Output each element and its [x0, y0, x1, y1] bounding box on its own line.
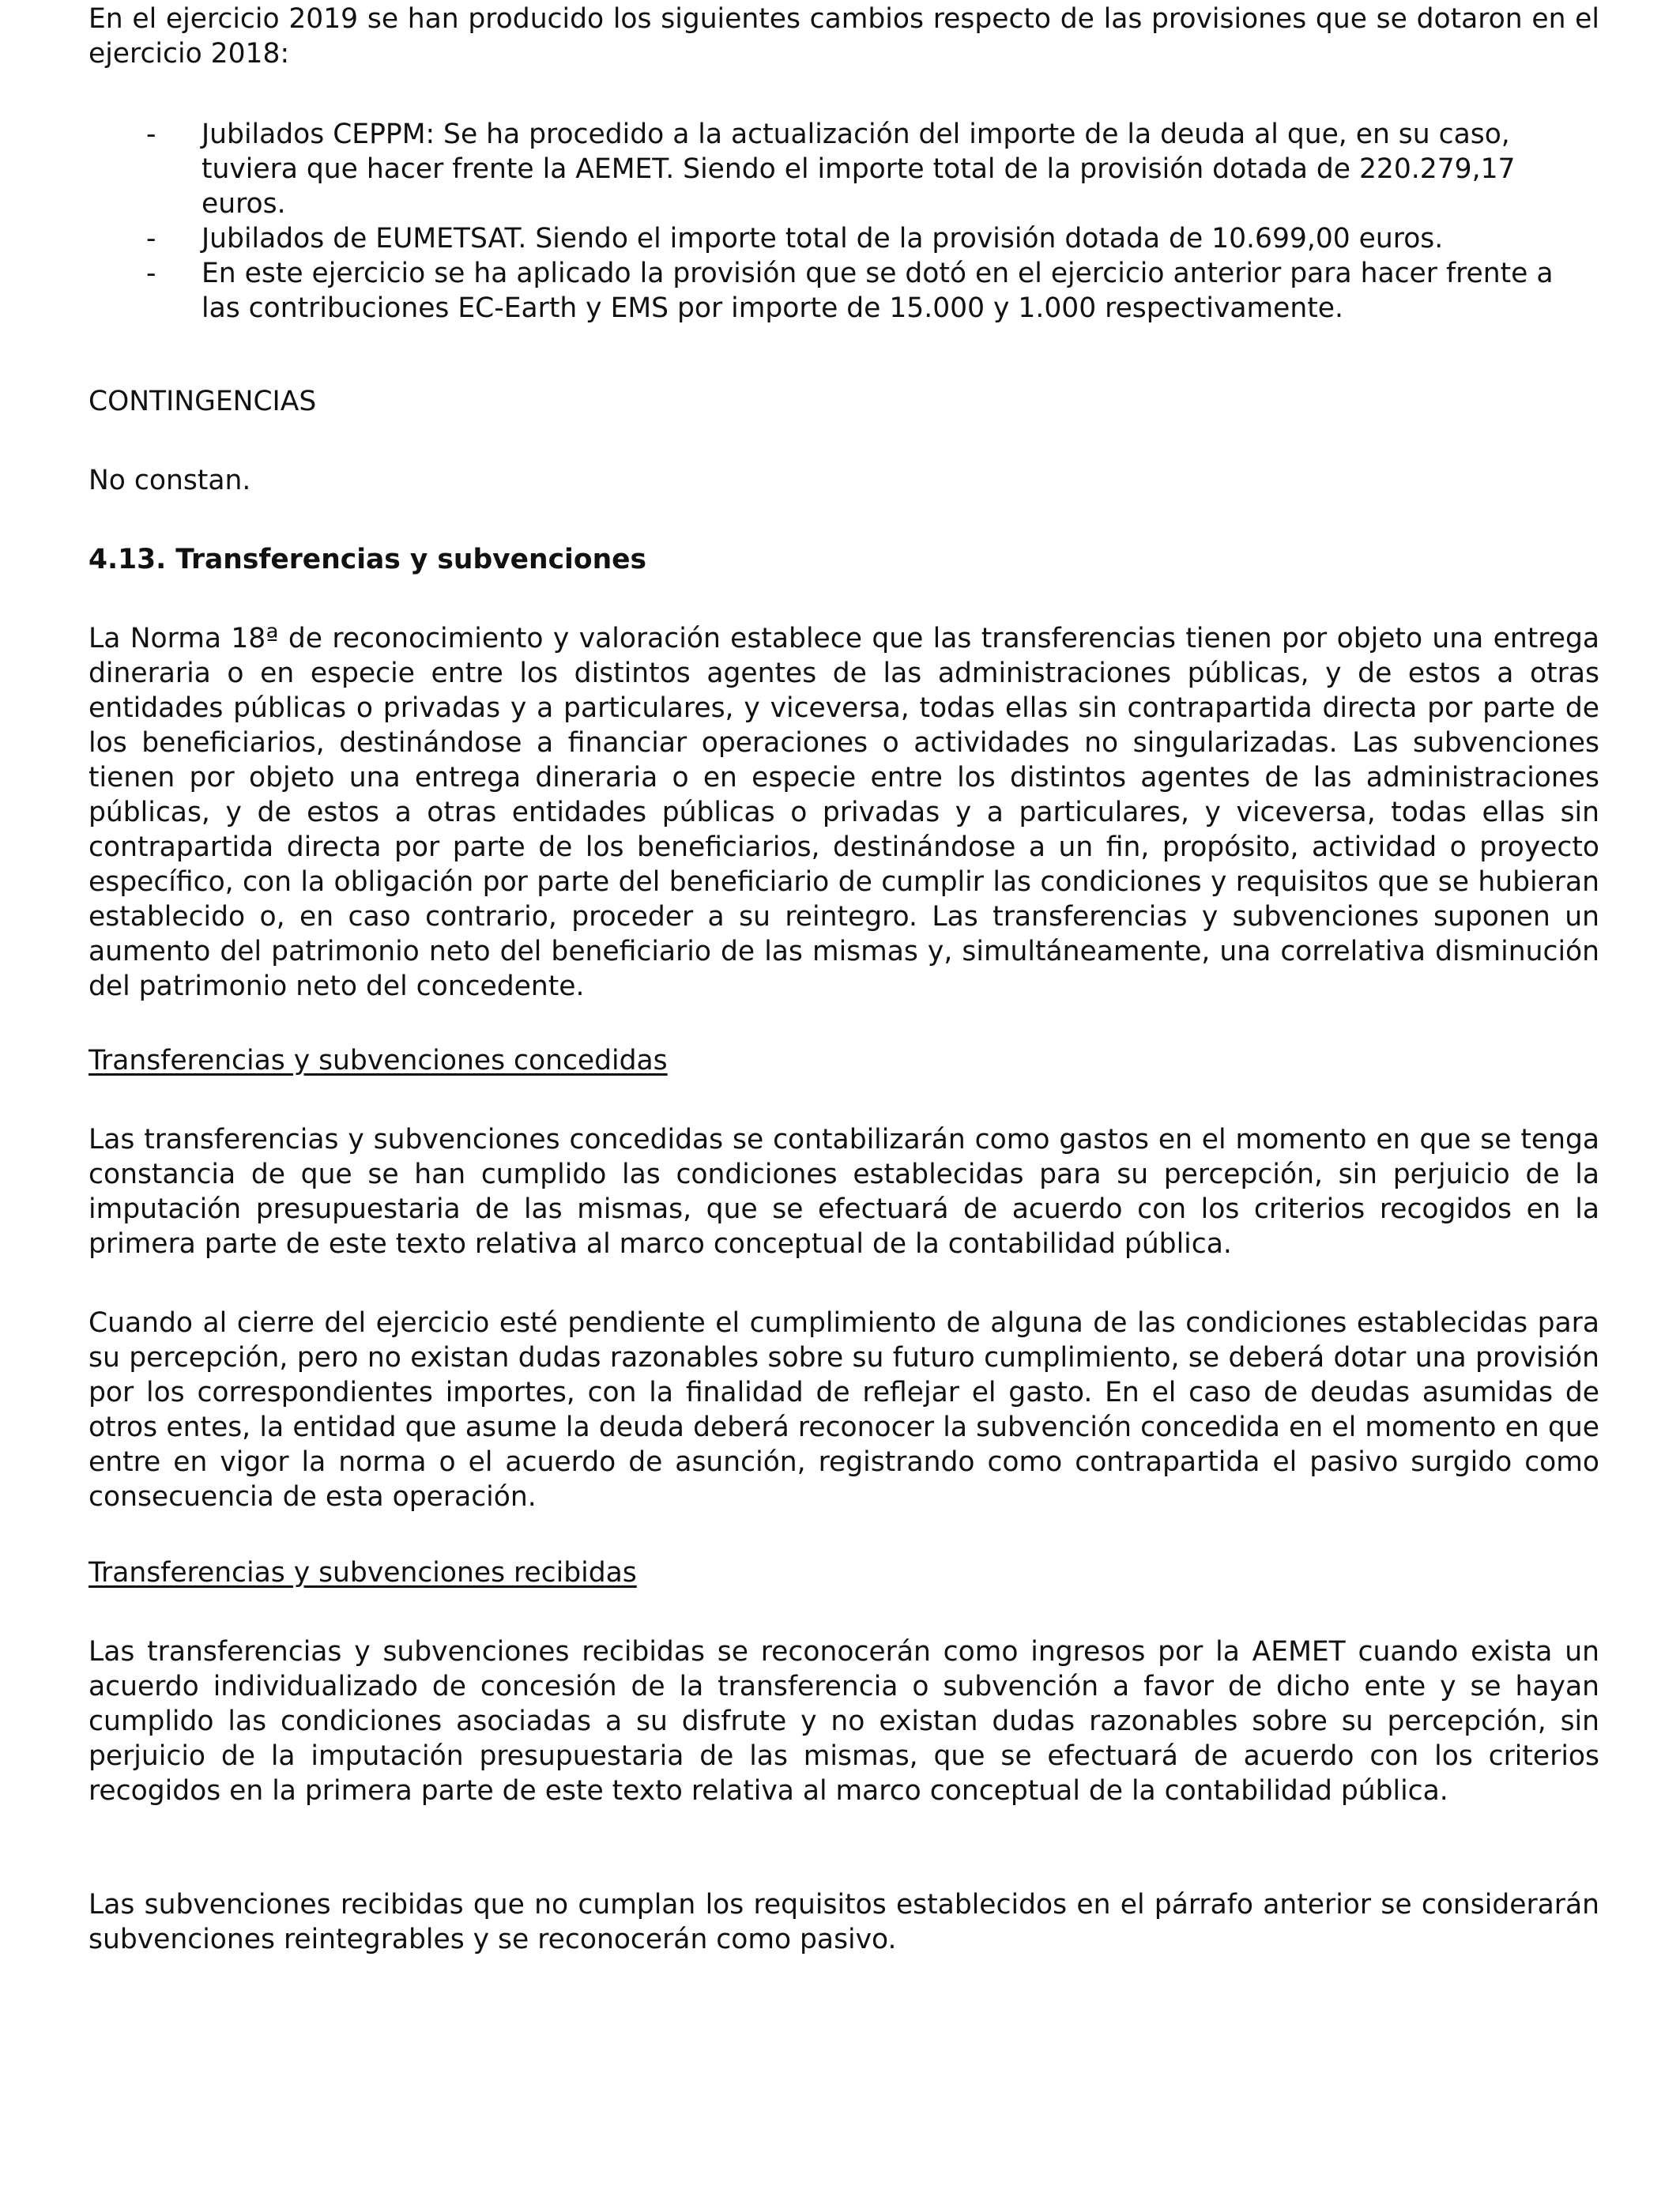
concedidas-paragraph-2: Cuando al cierre del ejercicio esté pendiente el cumplimiento de alguna de las condiciones establecidas para su percepción, pero no existan dudas razonables sobre su futuro cumplimiento, se deberá dotar una provisión por los correspondientes importes, con la finalidad de reflejar el gasto. En el caso de deudas asumidas de otros entes, la entidad que asume la deuda deberá reconocer la subvención concedida en el momento en que entre en vigor la norma o el acuerdo de asunción, registrando como contrapartida el pasivo surgido como consecuencia de esta operación. [89, 1307, 1599, 1513]
contingencias-text: No constan. [89, 465, 251, 496]
section-paragraph-block [89, 621, 1599, 1004]
concedidas-p1-block [89, 1122, 1599, 1261]
concedidas-paragraph-1: Las transferencias y subvenciones concedidas se contabilizarán como gastos en el momento en que se tenga constancia de que se han cumplido las condiciones establecidas para su percepción, sin perjuicio de la imputación presupuestaria de las mismas, que se efectuará de acuerdo con los criterios recogidos en la primera parte de este texto relativa al marco conceptual de la contabilidad pública. [89, 1124, 1599, 1260]
list-dash: - [146, 119, 156, 150]
contingencias-block [89, 384, 1599, 419]
recibidas-p2-block [89, 1887, 1599, 1957]
list-item-text: En este ejercicio se ha aplicado la provisión que se dotó en el ejercicio anterior para hacer frente a las contribuciones EC-Earth y EMS por importe de 15.000 y 1.000 respectivamente. [202, 258, 1554, 324]
contingencias-text-block [89, 463, 1599, 498]
list-item-text: Jubilados de EUMETSAT. Siendo el importe total de la provisión dotada de 10.699,00 euros. [202, 223, 1444, 254]
list-dash: - [146, 258, 156, 289]
recibidas-heading: Transferencias y subvenciones recibidas [89, 1557, 637, 1589]
concedidas-heading-block [89, 1043, 1599, 1078]
list-item [89, 117, 1599, 221]
list-item [89, 256, 1599, 326]
recibidas-heading-block [89, 1555, 1599, 1590]
recibidas-paragraph-1: Las transferencias y subvenciones recibidas se reconocerán como ingresos por la AEMET cuando exista un acuerdo individualizado de concesión de la transferencia o subvención a favor de dicho ente y se hayan cumplido las condiciones asociadas a su disfrute y no existan dudas razonables sobre su percepción, sin perjuicio de la imputación presupuestaria de las mismas, que se efectuará de acuerdo con los criterios recogidos en la primera parte de este texto relativa al marco conceptual de la contabilidad pública. [89, 1636, 1599, 1807]
section-heading-block [89, 542, 1599, 577]
concedidas-heading: Transferencias y subvenciones concedidas [89, 1045, 668, 1076]
contingencias-heading: CONTINGENCIAS [89, 386, 317, 417]
recibidas-p1-block [89, 1634, 1599, 1808]
intro-block [89, 2, 1599, 71]
provisions-list-block [89, 117, 1599, 326]
list-dash: - [146, 223, 156, 254]
recibidas-paragraph-2: Las subvenciones recibidas que no cumplan los requisitos establecidos en el párrafo anterior se considerarán subvenciones reintegrables y se reconocerán como pasivo. [89, 1889, 1599, 1955]
list-item [89, 221, 1599, 256]
section-paragraph: La Norma 18ª de reconocimiento y valoración establece que las transferencias tienen por objeto una entrega dineraria o en especie entre los distintos agentes de las administraciones públicas, y de estos a otras entidades públicas o privadas y a particulares, y viceversa, todas ellas sin contrapartida directa por parte de los beneficiarios, destinándose a financiar operaciones o actividades no singularizadas. Las subvenciones tienen por objeto una entrega dineraria o en especie entre los distintos agentes de las administraciones públicas, y de estos a otras entidades públicas o privadas y a particulares, y viceversa, todas ellas sin contrapartida directa por parte de los beneficiarios, destinándose a un fin, propósito, actividad o proyecto específico, con la obligación por parte del beneficiario de cumplir las condiciones y requisitos que se hubieran establecido o, en caso contrario, proceder a su reintegro. Las transferencias y subvenciones suponen un aumento del patrimonio neto del beneficiario de las mismas y, simultáneamente, una correlativa disminución del patrimonio neto del concedente. [89, 623, 1599, 1002]
provisions-list [89, 117, 1599, 326]
section-heading: 4.13. Transferencias y subvenciones [89, 544, 647, 575]
list-item-text: Jubilados CEPPM: Se ha procedido a la actualización del importe de la deuda al que, en su caso, tuviera que hacer frente la AEMET. Siendo el importe total de la provisión dotada de 220.279,17 euros. [202, 119, 1516, 220]
concedidas-p2-block [89, 1306, 1599, 1514]
intro-paragraph: En el ejercicio 2019 se han producido los siguientes cambios respecto de las provisiones que se dotaron en el ejercicio 2018: [89, 3, 1599, 70]
